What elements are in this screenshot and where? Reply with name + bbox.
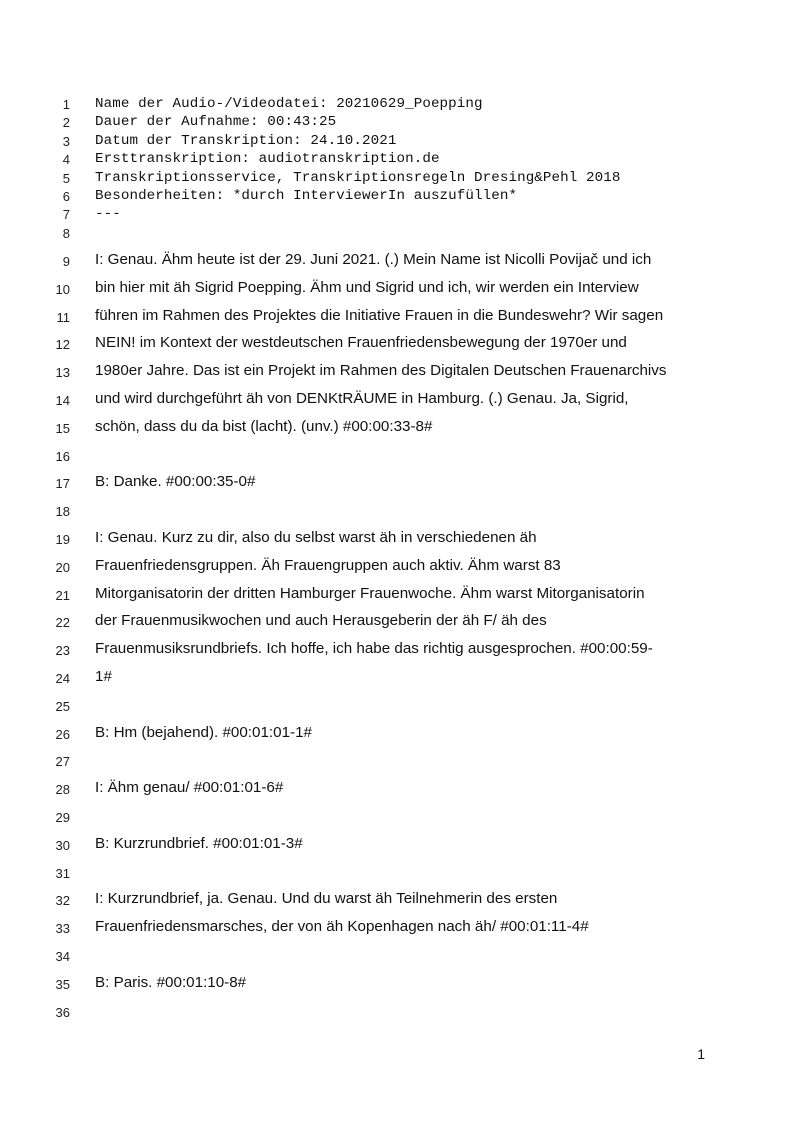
line-number: 17	[55, 476, 70, 492]
line-text: B: Danke. #00:00:35-0#	[95, 473, 256, 491]
line-number: 27	[55, 754, 70, 770]
line-number: 24	[55, 671, 70, 686]
line-text: B: Paris. #00:01:10-8#	[95, 973, 247, 991]
line-number: 35	[55, 976, 70, 992]
line-text: 1980er Jahre. Das ist ein Projekt im Rahmen des Digitalen Deutschen Frauenarchivs	[95, 362, 667, 380]
line-text: bin hier mit äh Sigrid Poepping. Ähm und Sigrid und ich, wir werden ein Interview	[95, 278, 639, 296]
line-number: 10	[55, 281, 70, 297]
line-text: führen im Rahmen des Projektes die Initiative Frauen in die Bundeswehr? Wir sagen	[95, 306, 664, 324]
line-text: Frauenfriedensmarsches, der von äh Kopenhagen nach äh/ #00:01:11-4#	[95, 918, 589, 936]
line-text: Besonderheiten: *durch InterviewerIn auszufüllen*	[95, 188, 518, 204]
line-number: 31	[55, 865, 70, 881]
line-text: Datum der Transkription: 24.10.2021	[95, 132, 397, 149]
line-number: 3	[62, 133, 70, 149]
line-text: Ersttranskription: audiotranskription.de	[95, 151, 440, 168]
line-number: 14	[55, 393, 70, 408]
line-text: B: Hm (bejahend). #00:01:01-1#	[95, 723, 312, 741]
line-text: I: Kurzrundbrief, ja. Genau. Und du warst äh Teilnehmerin des ersten	[95, 890, 558, 908]
line-text: NEIN! im Kontext der westdeutschen Frauenfriedensbewegung der 1970er und	[95, 334, 627, 352]
line-number: 12	[55, 337, 70, 353]
line-number: 1	[62, 97, 70, 112]
line-number: 20	[55, 559, 70, 575]
line-number: 26	[55, 726, 70, 742]
line-number: 32	[55, 893, 70, 909]
line-number: 25	[55, 698, 70, 714]
line-number: 13	[55, 365, 70, 381]
line-number: 2	[62, 115, 70, 131]
line-text: I: Genau. Ähm heute ist der 29. Juni 2021. (.) Mein Name ist Nicolli Povijač und ich	[95, 251, 652, 268]
line-number: 34	[55, 949, 70, 964]
line-number: 15	[55, 420, 70, 436]
line-number: 6	[62, 189, 70, 204]
line-text: und wird durchgeführt äh von DENKtRÄUME in Hamburg. (.) Genau. Ja, Sigrid,	[95, 390, 629, 407]
line-text: Name der Audio-/Videodatei: 20210629_Poepping	[95, 96, 483, 112]
line-text: 1#	[95, 668, 112, 685]
line-number: 30	[55, 837, 70, 853]
line-number: 18	[55, 504, 70, 520]
line-number: 19	[55, 532, 70, 547]
line-text: I: Ähm genau/ #00:01:01-6#	[95, 779, 284, 797]
line-text: Frauenfriedensgruppen. Äh Frauengruppen auch aktiv. Ähm warst 83	[95, 556, 561, 574]
page-number: 1	[697, 1046, 705, 1062]
line-text: I: Genau. Kurz zu dir, also du selbst warst äh in verschiedenen äh	[95, 529, 537, 546]
line-number: 22	[55, 615, 70, 631]
line-number: 16	[55, 448, 70, 464]
line-number: 9	[62, 254, 70, 269]
line-number: 5	[62, 170, 70, 186]
line-text: Dauer der Aufnahme: 00:43:25	[95, 114, 337, 131]
line-text: Frauenmusiksrundbriefs. Ich hoffe, ich habe das richtig ausgesprochen. #00:00:59-	[95, 640, 653, 658]
line-number: 23	[55, 643, 70, 659]
line-number: 36	[55, 1004, 70, 1020]
line-number: 8	[62, 225, 70, 241]
line-text: ---	[95, 206, 121, 223]
line-text: B: Kurzrundbrief. #00:01:01-3#	[95, 834, 303, 852]
line-text: Mitorganisatorin der dritten Hamburger Frauenwoche. Ähm warst Mitorganisatorin	[95, 584, 645, 602]
line-text: schön, dass du da bist (lacht). (unv.) #00:00:33-8#	[95, 417, 433, 435]
line-number: 11	[56, 309, 70, 325]
line-number: 28	[55, 782, 70, 798]
line-number: 4	[62, 152, 70, 168]
line-number: 7	[62, 207, 70, 223]
line-text: Transkriptionsservice, Transkriptionsregeln Dresing&Pehl 2018	[95, 169, 621, 186]
line-number: 29	[55, 810, 70, 825]
line-number: 33	[55, 921, 70, 937]
line-text: der Frauenmusikwochen und auch Herausgeberin der äh F/ äh des	[95, 612, 547, 630]
line-number: 21	[55, 587, 70, 603]
